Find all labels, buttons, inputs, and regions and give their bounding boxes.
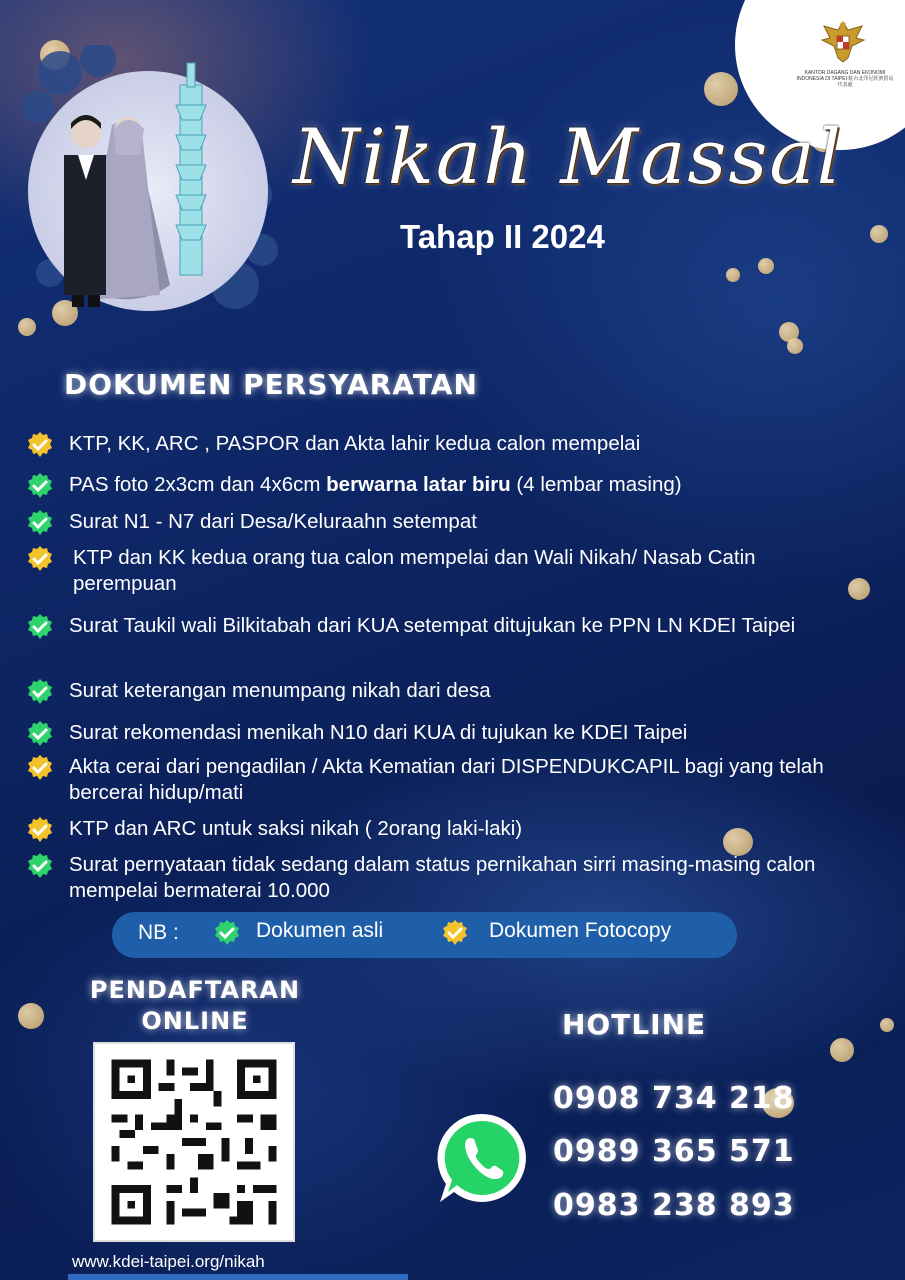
hotline-number[interactable]: 0983 238 893 (553, 1188, 795, 1223)
requirement-text: Surat Taukil wali Bilkitabah dari KUA setempat ditujukan ke PPN LN KDEI Taipei (69, 614, 796, 637)
registration-heading: PENDAFTARAN ONLINE (89, 976, 301, 1035)
requirement-text: Surat N1 - N7 dari Desa/Keluraahn setempat (69, 510, 477, 533)
fotocopy-check-badge-icon (26, 545, 54, 573)
asli-check-badge-icon (26, 613, 54, 641)
hotline-heading: HOTLINE (562, 1008, 707, 1041)
requirement-emphasis: berwarna latar biru (326, 473, 511, 496)
requirement-text: Akta cerai dari pengadilan / Akta Kematian dari DISPENDUKCAPIL bagi yang telah bercerai hidup/mati (69, 755, 824, 804)
whatsapp-icon[interactable] (432, 1108, 532, 1208)
qr-code-icon (95, 1044, 293, 1240)
legend-fotocopy: Dokumen Fotocopy (489, 919, 672, 942)
requirement-text: KTP dan ARC untuk saksi nikah ( 2orang laki-laki) (69, 817, 523, 840)
requirement-text: Surat keterangan menumpang nikah dari desa (69, 679, 491, 702)
registration-url[interactable]: www.kdei-taipei.org/nikah (72, 1252, 265, 1271)
asli-check-badge-icon (26, 678, 54, 706)
requirements-heading: DOKUMEN PERSYARATAN (64, 368, 478, 401)
requirement-text: KTP dan KK kedua orang tua calon mempelai dan Wali Nikah/ Nasab Catin perempuan (73, 546, 756, 595)
asli-check-badge-icon (26, 509, 54, 537)
fotocopy-check-badge-icon (441, 919, 469, 947)
legend-label: NB : (138, 921, 179, 944)
requirement-text: Surat pernyataan tidak sedang dalam status pernikahan sirri masing-masing calon mempelai bermaterai 10.000 (69, 853, 816, 902)
asli-check-badge-icon (26, 852, 54, 880)
fotocopy-check-badge-icon (26, 754, 54, 782)
hotline-number[interactable]: 0989 365 571 (553, 1134, 795, 1169)
garuda-emblem-icon (818, 18, 868, 66)
fotocopy-check-badge-icon (26, 431, 54, 459)
page-title: Nikah Massal (292, 112, 844, 201)
requirement-text: Surat rekomendasi menikah N10 dari KUA di tujukan ke KDEI Taipei (69, 721, 688, 744)
qr-code[interactable] (93, 1042, 295, 1242)
asli-check-badge-icon (213, 919, 241, 947)
page-subtitle: Tahap II 2024 (400, 218, 605, 255)
hotline-number[interactable]: 0908 734 218 (553, 1081, 795, 1116)
fotocopy-check-badge-icon (26, 816, 54, 844)
legend-asli: Dokumen asli (256, 919, 384, 942)
asli-check-badge-icon (26, 472, 54, 500)
url-underline (68, 1274, 408, 1280)
asli-check-badge-icon (26, 720, 54, 748)
couple-illustration (20, 45, 280, 325)
requirement-text: KTP, KK, ARC , PASPOR dan Akta lahir kedua calon mempelai (69, 432, 641, 455)
requirement-text: PAS foto 2x3cm dan 4x6cm berwarna latar biru (4 lembar masing) (69, 473, 682, 496)
emblem-caption: KANTOR DAGANG DAN EKONOMI INDONESIA DI TAIPEI 駐台北印尼經濟貿易代表處 (796, 70, 894, 88)
